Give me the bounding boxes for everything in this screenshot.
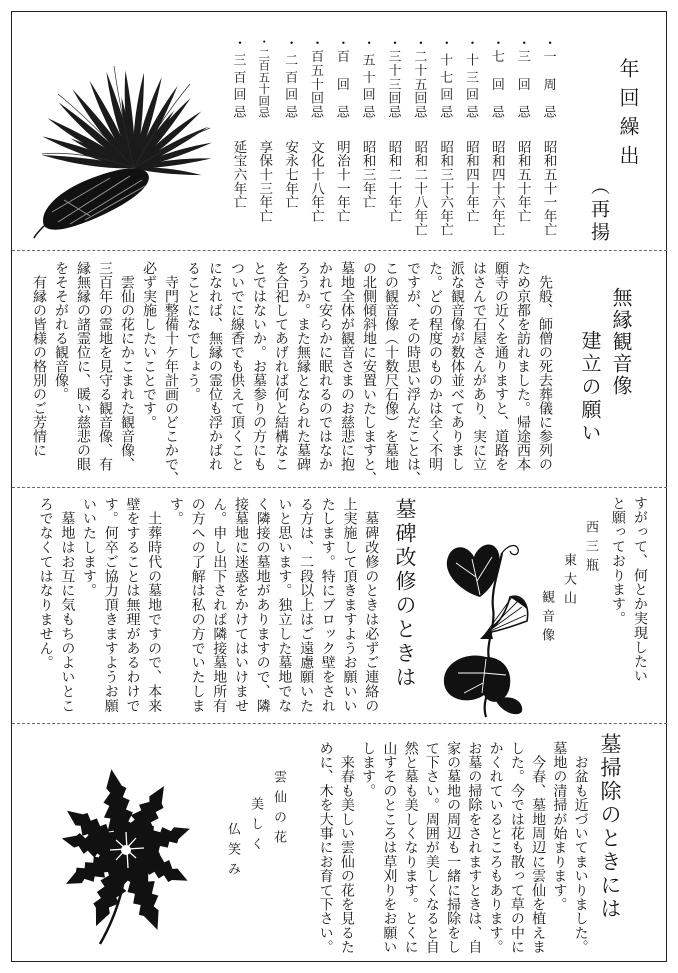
anniversary-item bbox=[535, 36, 561, 241]
text-column: 寺門整備十ケ年計画のどこかで、 bbox=[163, 261, 179, 485]
text-column: 墓地の清掃が始まります。 bbox=[551, 741, 568, 912]
anniversary-item bbox=[225, 36, 251, 241]
text-column: 先般、師僧の死去葬儀に参列の bbox=[537, 261, 553, 471]
text-column: すがって、何とか実現したい bbox=[632, 496, 648, 684]
text-column: になれば、無縁の霊位も浮かばれ bbox=[207, 261, 223, 471]
text-column: します。 bbox=[360, 741, 377, 798]
text-column: 今春、墓地周辺に雲仙を植えま bbox=[530, 741, 547, 954]
text-column: を合祀してあげれば何と結構なこ bbox=[273, 261, 289, 471]
anniversary-item bbox=[251, 36, 277, 241]
anniversary-label: ・五十回忌 bbox=[359, 36, 375, 118]
text-column: と願っております。 bbox=[610, 496, 626, 626]
text-column: とではないか。お墓参りの方にも bbox=[251, 261, 267, 471]
text-column: く隣接の墓地がありますので、隣 bbox=[254, 497, 271, 713]
section-divider bbox=[12, 487, 667, 488]
text-column: す。何卒ご協力頂きますようお願 bbox=[102, 497, 119, 713]
poem-line: 雲仙の花 bbox=[271, 770, 286, 850]
text-column: ため京都を訪れました。帰途西本 bbox=[515, 261, 531, 471]
body-text bbox=[28, 261, 556, 487]
continued-text bbox=[607, 496, 651, 716]
text-column: て下さい。周囲が美しくなると自 bbox=[423, 741, 440, 954]
text-column: る方は、二段以上はご遠慮願いた bbox=[298, 497, 315, 713]
text-column: たします。特にブロック壁をされ bbox=[319, 497, 336, 713]
anniversary-label: ・二百五十回忌 bbox=[257, 36, 272, 118]
death-year: 文化十八年亡 bbox=[307, 140, 324, 223]
death-year: 昭和三十六年亡 bbox=[437, 140, 454, 237]
anniversary-label: ・百五十回忌 bbox=[307, 36, 323, 118]
text-column: 家の墓地の周辺も一緒に掃除をし bbox=[445, 741, 462, 954]
text-column: 来春も美しい雲仙の花を見るた bbox=[338, 741, 355, 954]
text-column: ついでに線香でも供えて頂くこと bbox=[229, 261, 245, 471]
death-year: 昭和五十年亡 bbox=[514, 140, 531, 223]
text-column: この観音像（十数尺石像）を墓地 bbox=[383, 261, 399, 471]
anniversary-item bbox=[432, 36, 458, 241]
text-column: 有縁の皆様の格別のご芳情に bbox=[31, 261, 47, 457]
signature-line: 観音像 bbox=[539, 590, 554, 647]
text-column: ん。申し出下されば隣接墓地所有 bbox=[211, 497, 228, 713]
text-column: ですが、その時思い浮んだことは、 bbox=[405, 261, 421, 485]
death-year: 昭和四十年亡 bbox=[463, 140, 480, 223]
text-column: す。 bbox=[167, 497, 184, 526]
anniversary-label: ・一 周 忌 bbox=[540, 36, 556, 118]
anniversary-item bbox=[380, 36, 406, 241]
death-year: 昭和二十年亡 bbox=[385, 140, 402, 223]
text-column: ろでなくてはなりません。 bbox=[37, 497, 54, 670]
death-year: 昭和五十一年亡 bbox=[540, 140, 557, 237]
signature-line: 西三瓶 bbox=[583, 520, 598, 577]
anniversary-label: ・三十三回忌 bbox=[385, 36, 401, 118]
anniversary-item bbox=[406, 36, 432, 241]
text-column: 願寺の近くを通りますと、道路を bbox=[493, 261, 509, 471]
signature-line: 東大山 bbox=[561, 553, 576, 610]
text-column: ることになでしょう。 bbox=[185, 261, 201, 401]
death-year: 明治十一年亡 bbox=[333, 140, 350, 223]
text-column: お盆も近づいてまいりました。 bbox=[572, 741, 589, 954]
poem-line: 美しく bbox=[248, 797, 263, 857]
death-year: 延宝六年亡 bbox=[230, 140, 247, 209]
anniversary-item bbox=[483, 36, 509, 241]
text-column: かくれているところもあります。 bbox=[487, 741, 504, 954]
anniversary-item bbox=[328, 36, 354, 241]
text-column: 縁無縁の諸霊位に、暖い慈悲の眼 bbox=[75, 261, 91, 471]
body-text bbox=[34, 497, 381, 719]
sprouting-plant-illustration bbox=[30, 50, 220, 240]
death-year: 昭和二十八年亡 bbox=[411, 140, 428, 237]
text-column: の北側傾斜地に安置いたしますと、 bbox=[361, 261, 377, 485]
section-title: 墓掃除のときには bbox=[598, 733, 622, 921]
text-column: の方への了解は私の方でいたしま bbox=[189, 497, 206, 713]
section-title: 年回繰出 bbox=[616, 58, 640, 174]
text-column: 上実施して頂きますようお願いい bbox=[341, 497, 358, 713]
text-column: た。どの程度のものかは全く不明 bbox=[427, 261, 443, 471]
text-column: 三百年の霊地を見守る観音像、有 bbox=[97, 261, 113, 471]
text-column: した。今では花も散って草の中に bbox=[508, 741, 525, 954]
anniversary-label: ・二百回忌 bbox=[282, 36, 298, 118]
death-year: 昭和三年亡 bbox=[359, 140, 376, 209]
morning-glory-illustration bbox=[436, 533, 531, 718]
text-column: 墓地はお互に気もちのよいとこ bbox=[59, 497, 76, 713]
anniversary-item bbox=[303, 36, 329, 241]
unzen-flower-illustration bbox=[50, 748, 202, 948]
anniversary-list bbox=[225, 36, 561, 241]
anniversary-label: ・十七回忌 bbox=[437, 36, 453, 118]
text-column: ろうか。また無縁となられた墓碑 bbox=[295, 261, 311, 471]
poem-line: 仏笑み bbox=[225, 822, 240, 882]
anniversary-label: ・三 回 忌 bbox=[514, 36, 530, 118]
text-column: 雲仙の花にかこまれた観音像、 bbox=[119, 261, 135, 471]
text-column: 墓碑改修のときは必ずご連絡の bbox=[363, 497, 380, 713]
section-title: 無縁観音像 bbox=[609, 287, 633, 397]
text-column: 壁をすることは無理があるわけで bbox=[124, 497, 141, 713]
text-column: をそそがれる観音像。 bbox=[53, 261, 69, 401]
text-column: 接墓地に迷惑をかけてはいけませ bbox=[232, 497, 249, 713]
death-year: 昭和四十六年亡 bbox=[488, 140, 505, 237]
section-subtitle: 建立の願い bbox=[578, 330, 602, 445]
anniversary-item bbox=[509, 36, 535, 241]
section-divider bbox=[12, 723, 667, 724]
text-column: めに、木を大事にお育て下さい。 bbox=[317, 741, 334, 954]
anniversary-label: ・百 回 忌 bbox=[333, 36, 349, 118]
death-year: 安永七年亡 bbox=[282, 140, 299, 209]
text-column: 然と墓も美しくなります。とくに bbox=[402, 741, 419, 954]
text-column: 山すそのところは草刈りをお願い bbox=[381, 741, 398, 954]
text-column: かれて安らかに眠れるのではなか bbox=[317, 261, 333, 471]
text-column: はさんで石屋さんがあり、実に立 bbox=[471, 261, 487, 471]
text-column: いと思います。独立した墓地でな bbox=[276, 497, 293, 713]
body-text bbox=[314, 741, 590, 959]
section-title: 墓碑改修のときは bbox=[393, 498, 417, 690]
anniversary-item bbox=[354, 36, 380, 241]
anniversary-label: ・十三回忌 bbox=[463, 36, 479, 118]
anniversary-label: ・三百回忌 bbox=[230, 36, 246, 118]
text-column: 必ず実施したいことです。 bbox=[141, 261, 157, 429]
section-title-note: （再揚 bbox=[588, 176, 610, 245]
text-column: 派な観音像が数体並べてありまし bbox=[449, 261, 465, 471]
anniversary-label: ・七 回 忌 bbox=[488, 36, 504, 118]
section-divider bbox=[12, 250, 667, 251]
text-column: お墓の掃除をされますときは、自 bbox=[466, 741, 483, 954]
death-year: 享保十三年亡 bbox=[256, 140, 273, 223]
text-column: いいたします。 bbox=[81, 497, 98, 598]
anniversary-item bbox=[458, 36, 484, 241]
anniversary-label: ・二十五回忌 bbox=[411, 36, 427, 118]
anniversary-item bbox=[277, 36, 303, 241]
text-column: 土葬時代の墓地ですので、本来 bbox=[146, 497, 163, 713]
text-column: 墓地全体が観音さまのお慈悲に抱 bbox=[339, 261, 355, 471]
